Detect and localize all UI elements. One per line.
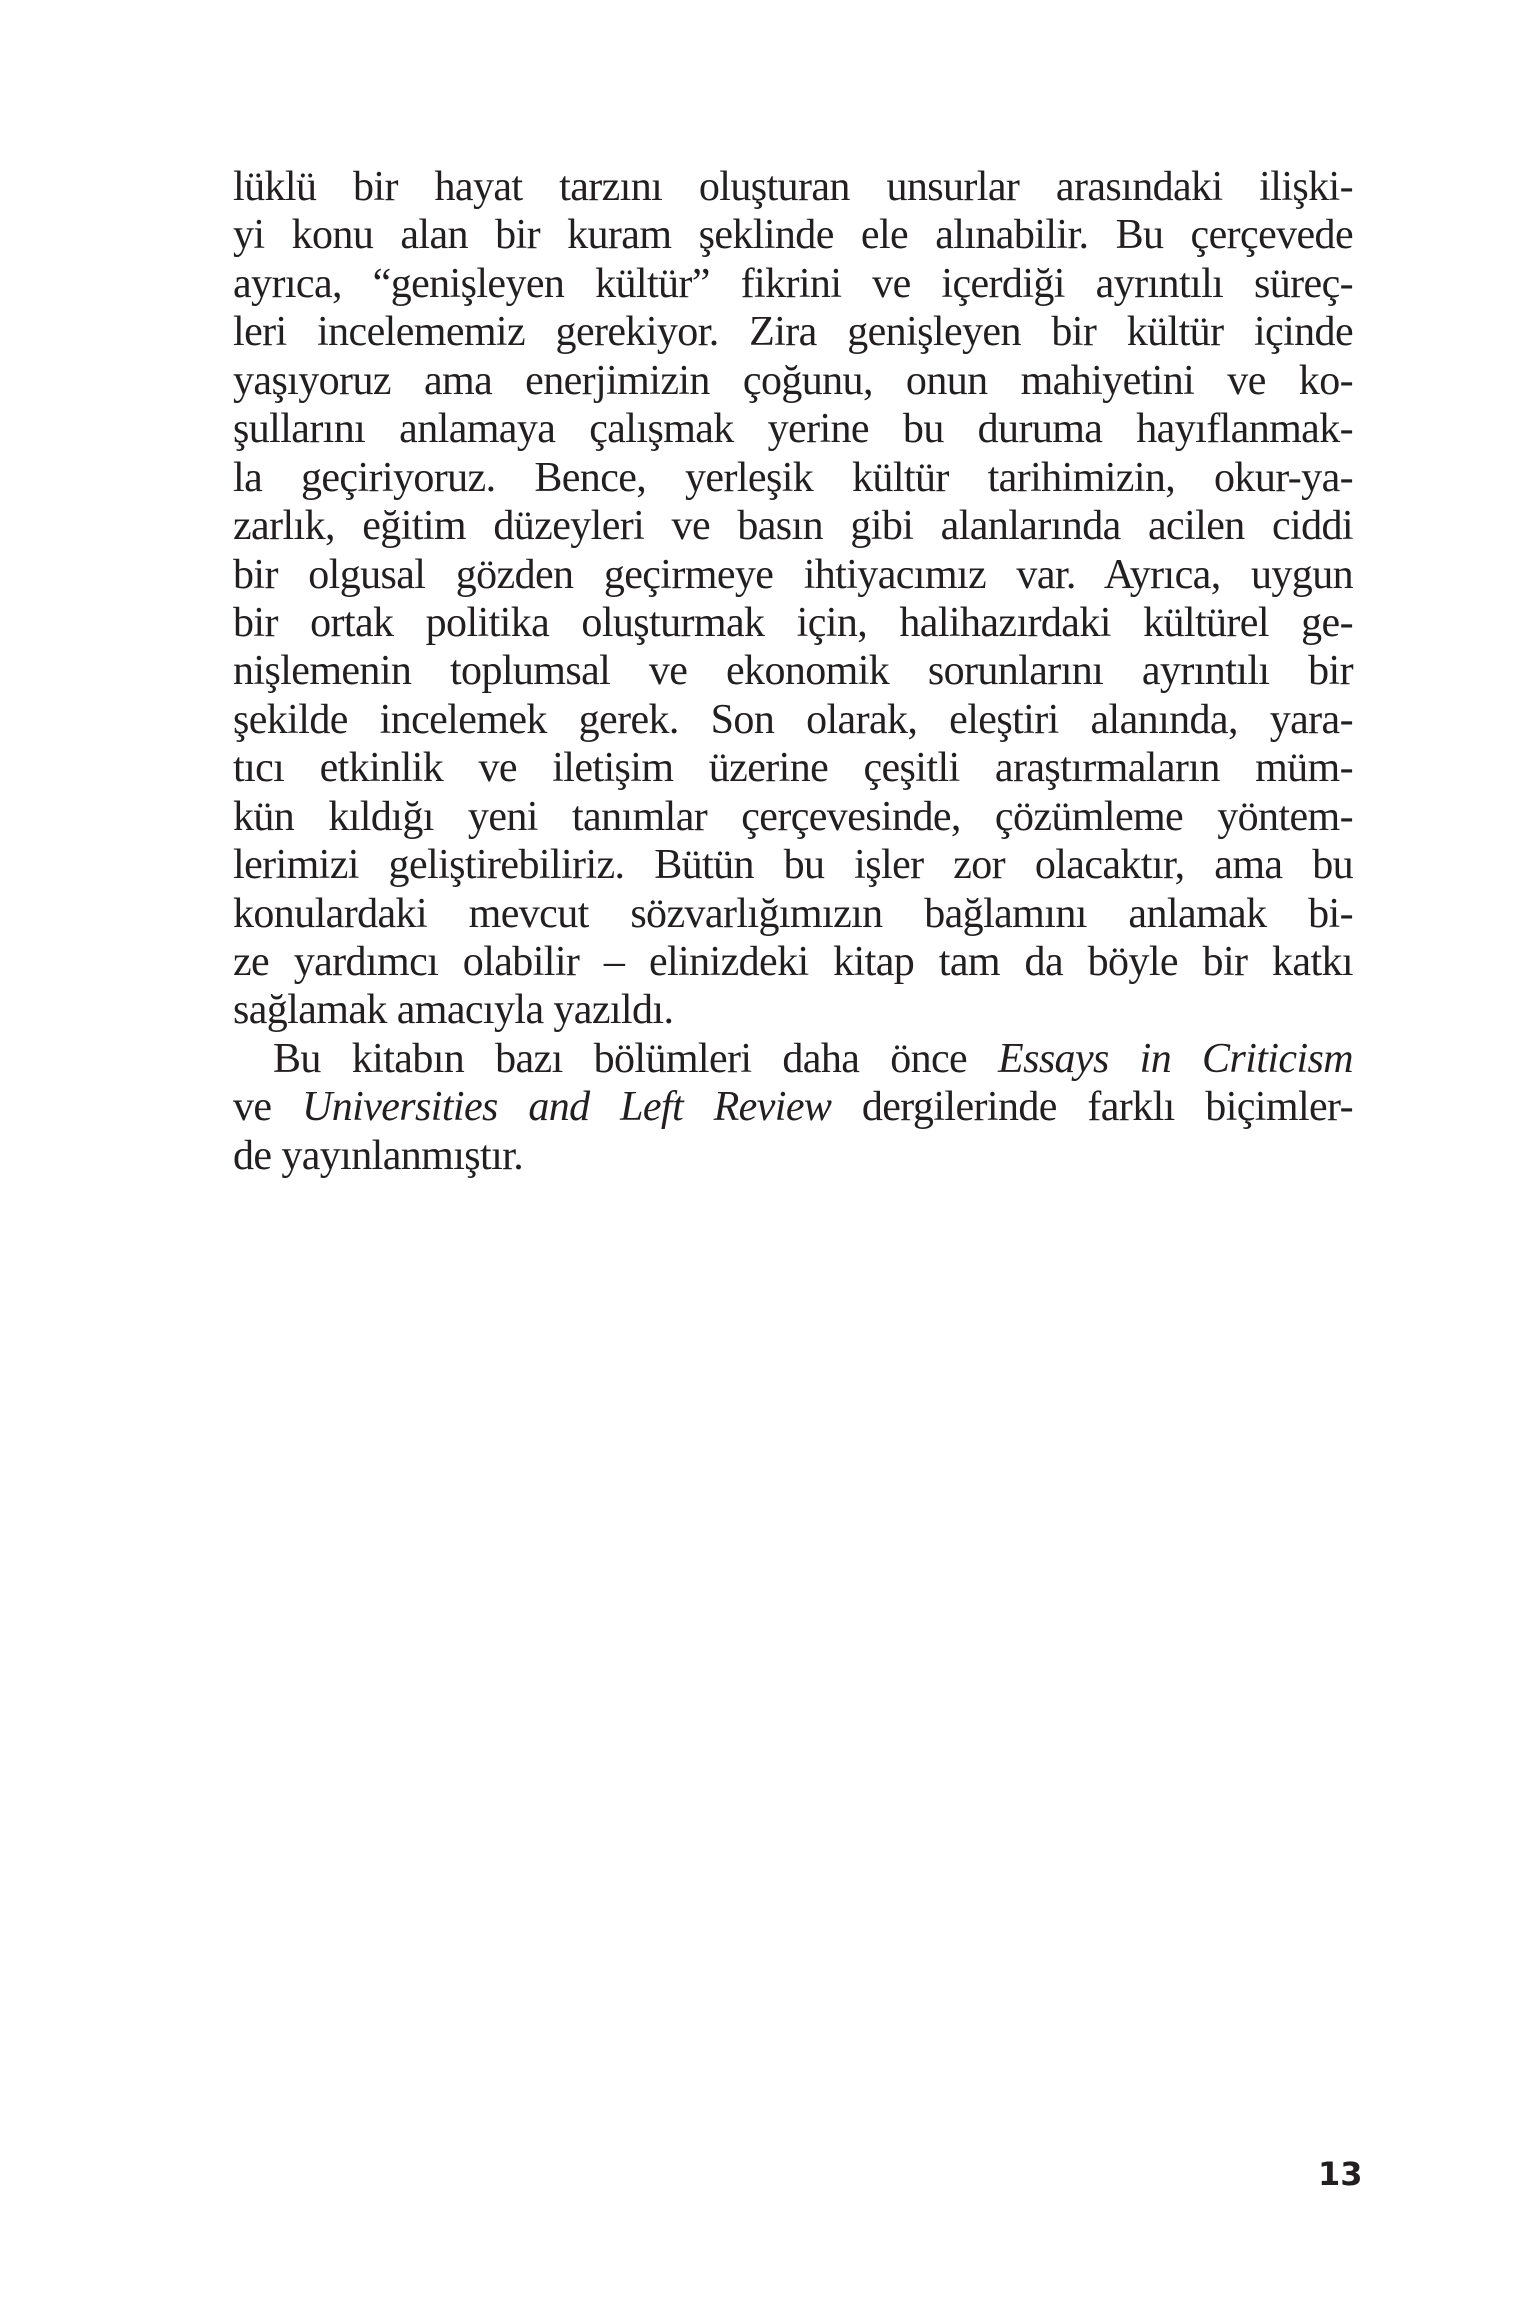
text-line: bir ortak politika oluşturmak için, halihazırdaki kültürel ge- — [233, 599, 1353, 646]
text-line: lüklü bir hayat tarzını oluşturan unsurlar arasındaki ilişki- — [233, 164, 1353, 210]
journal-title: Universities and Left Review — [302, 1084, 832, 1131]
text-line: ze yardımcı olabilir – elinizdeki kitap tam da böyle bir katkı — [233, 939, 1353, 985]
paragraph-2 — [233, 1035, 1353, 1180]
text-line: leri incelememiz gerekiyor. Zira genişleyen bir kültür içinde — [233, 309, 1353, 356]
paragraph-1 — [233, 163, 1353, 1035]
journal-title: Essays in Criticism — [998, 1035, 1354, 1082]
text-line: şullarını anlamaya çalışmak yerine bu duruma hayıflanmak- — [233, 406, 1353, 453]
text-line: tıcı etkinlik ve iletişim üzerine çeşitli araştırmaların müm- — [233, 745, 1353, 792]
text-line: yi konu alan bir kuram şeklinde ele alınabilir. Bu çerçevede — [233, 212, 1353, 259]
text-run: dergilerinde farklı biçimler- — [831, 1084, 1353, 1131]
text-line: yaşıyoruz ama enerjimizin çoğunu, onun mahiyetini ve ko- — [233, 357, 1353, 404]
text-line: zarlık, eğitim düzeyleri ve basın gibi alanlarında acilen ciddi — [233, 503, 1353, 550]
text-line: şekilde incelemek gerek. Son olarak, eleştiri alanında, yara- — [233, 696, 1353, 743]
text-line: sağlamak amacıyla yazıldı. — [233, 987, 674, 1034]
text-line: ayrıca, “genişleyen kültür” fikrini ve içerdiği ayrıntılı süreç- — [233, 260, 1353, 307]
text-line: de yayınlanmıştır. — [233, 1132, 524, 1179]
text-line: bir olgusal gözden geçirmeye ihtiyacımız var. Ayrıca, uygun — [233, 551, 1353, 598]
body-text — [233, 163, 1353, 1180]
text-line — [233, 1083, 1353, 1131]
text-line — [233, 1035, 1353, 1083]
text-line: lerimizi geliştirebiliriz. Bütün bu işler zor olacaktır, ama bu — [233, 842, 1353, 889]
text-run: Bu kitabın bazı bölümleri daha önce — [273, 1035, 999, 1082]
text-line: nişlemenin toplumsal ve ekonomik sorunlarını ayrıntılı bir — [233, 648, 1353, 695]
text-run: ve — [233, 1084, 303, 1131]
text-line: konulardaki mevcut sözvarlığımızın bağlamını anlamak bi- — [233, 890, 1353, 937]
text-line: kün kıldığı yeni tanımlar çerçevesinde, çözümleme yöntem- — [233, 793, 1353, 840]
page-number: 13 — [1318, 2155, 1363, 2193]
text-line: la geçiriyoruz. Bence, yerleşik kültür tarihimizin, okur-ya- — [233, 454, 1353, 501]
